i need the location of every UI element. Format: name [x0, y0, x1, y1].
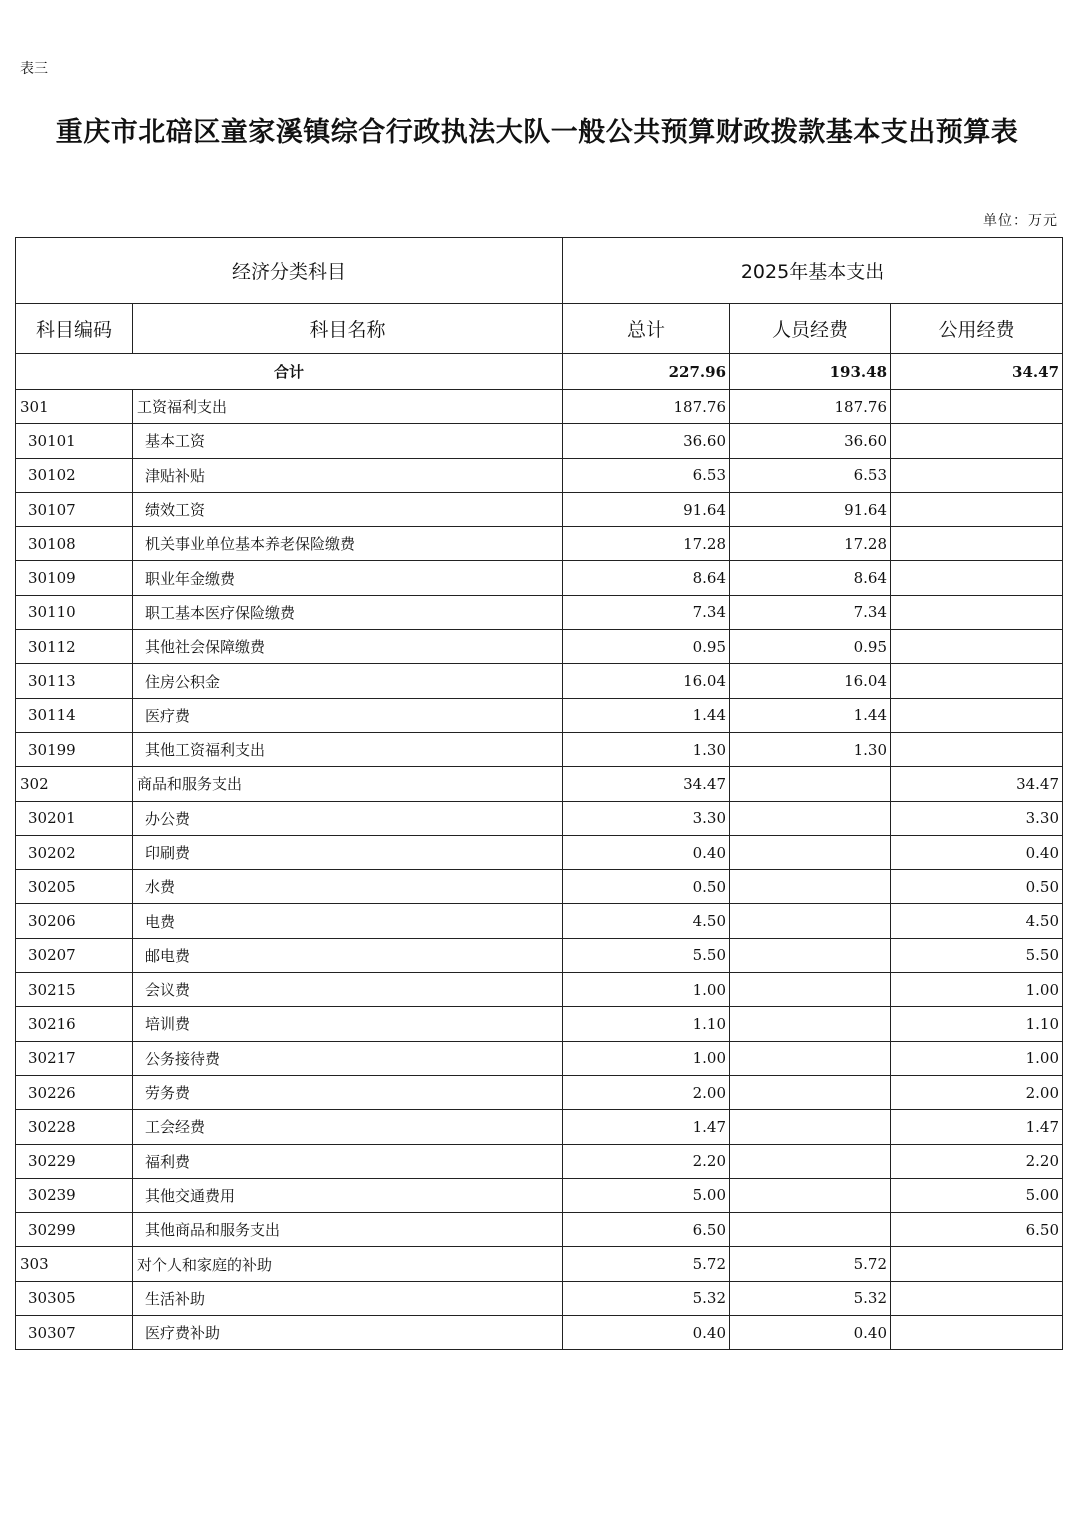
header-row-columns [16, 304, 1063, 354]
row-name: 印刷费 [133, 835, 563, 869]
row-code: 30226 [16, 1075, 133, 1109]
row-name: 其他社会保障缴费 [133, 630, 563, 664]
row-personnel: 0.40 [730, 1316, 891, 1350]
row-personnel [730, 973, 891, 1007]
row-name: 工资福利支出 [133, 390, 563, 424]
row-total: 16.04 [563, 664, 730, 698]
row-personnel [730, 1110, 891, 1144]
table-row [16, 1281, 1063, 1315]
row-total: 5.32 [563, 1281, 730, 1315]
row-public [891, 458, 1063, 492]
table-row [16, 1178, 1063, 1212]
row-personnel: 1.30 [730, 732, 891, 766]
row-code: 30107 [16, 492, 133, 526]
row-public [891, 664, 1063, 698]
row-personnel [730, 835, 891, 869]
row-public: 3.30 [891, 801, 1063, 835]
row-name: 邮电费 [133, 938, 563, 972]
row-name: 医疗费 [133, 698, 563, 732]
row-code: 30201 [16, 801, 133, 835]
row-public [891, 1247, 1063, 1281]
row-total: 187.76 [563, 390, 730, 424]
row-public: 5.50 [891, 938, 1063, 972]
row-total: 1.00 [563, 1041, 730, 1075]
row-code: 30299 [16, 1213, 133, 1247]
col-header-personnel: 人员经费 [730, 304, 891, 354]
table-row [16, 938, 1063, 972]
row-total: 1.00 [563, 973, 730, 1007]
table-label: 表三 [20, 61, 48, 77]
row-code: 302 [16, 767, 133, 801]
row-code: 30215 [16, 973, 133, 1007]
row-personnel [730, 1075, 891, 1109]
table-row [16, 1041, 1063, 1075]
table-row [16, 767, 1063, 801]
row-code: 30202 [16, 835, 133, 869]
row-total: 0.50 [563, 870, 730, 904]
col-header-total: 总计 [563, 304, 730, 354]
row-public [891, 1281, 1063, 1315]
row-code: 30239 [16, 1178, 133, 1212]
row-name: 对个人和家庭的补助 [133, 1247, 563, 1281]
row-total: 0.95 [563, 630, 730, 664]
row-code: 30199 [16, 732, 133, 766]
row-total: 2.00 [563, 1075, 730, 1109]
row-code: 303 [16, 1247, 133, 1281]
row-name: 其他商品和服务支出 [133, 1213, 563, 1247]
total-row [16, 354, 1063, 390]
table-row [16, 698, 1063, 732]
row-total: 2.20 [563, 1144, 730, 1178]
row-personnel [730, 801, 891, 835]
row-personnel: 7.34 [730, 595, 891, 629]
row-total: 8.64 [563, 561, 730, 595]
row-public: 4.50 [891, 904, 1063, 938]
table-row [16, 732, 1063, 766]
row-name: 职业年金缴费 [133, 561, 563, 595]
row-name: 绩效工资 [133, 492, 563, 526]
row-personnel [730, 904, 891, 938]
row-total: 17.28 [563, 527, 730, 561]
row-personnel: 17.28 [730, 527, 891, 561]
row-public: 2.20 [891, 1144, 1063, 1178]
row-public: 1.00 [891, 1041, 1063, 1075]
row-code: 30109 [16, 561, 133, 595]
table-row [16, 973, 1063, 1007]
row-name: 其他交通费用 [133, 1178, 563, 1212]
row-name: 住房公积金 [133, 664, 563, 698]
row-code: 30216 [16, 1007, 133, 1041]
table-row [16, 527, 1063, 561]
row-public [891, 561, 1063, 595]
row-total: 0.40 [563, 835, 730, 869]
row-public: 0.40 [891, 835, 1063, 869]
row-name: 劳务费 [133, 1075, 563, 1109]
row-total: 5.72 [563, 1247, 730, 1281]
row-name: 公务接待费 [133, 1041, 563, 1075]
row-personnel [730, 1144, 891, 1178]
total-label: 合计 [16, 354, 563, 390]
row-public [891, 630, 1063, 664]
row-total: 36.60 [563, 424, 730, 458]
row-name: 生活补助 [133, 1281, 563, 1315]
col-header-name: 科目名称 [133, 304, 563, 354]
row-personnel: 8.64 [730, 561, 891, 595]
row-public: 2.00 [891, 1075, 1063, 1109]
row-public: 6.50 [891, 1213, 1063, 1247]
row-personnel [730, 1213, 891, 1247]
row-personnel [730, 767, 891, 801]
table-row [16, 870, 1063, 904]
row-personnel: 5.72 [730, 1247, 891, 1281]
table-row [16, 1075, 1063, 1109]
row-public [891, 492, 1063, 526]
row-name: 职工基本医疗保险缴费 [133, 595, 563, 629]
row-public [891, 1316, 1063, 1350]
table-row [16, 458, 1063, 492]
row-code: 30207 [16, 938, 133, 972]
total-personnel: 193.48 [730, 354, 891, 390]
total-amount: 227.96 [563, 354, 730, 390]
document-title: 重庆市北碚区童家溪镇综合行政执法大队一般公共预算财政拨款基本支出预算表 [55, 117, 1019, 148]
table-row [16, 1110, 1063, 1144]
row-public [891, 390, 1063, 424]
row-total: 4.50 [563, 904, 730, 938]
table-row [16, 561, 1063, 595]
row-personnel: 91.64 [730, 492, 891, 526]
row-code: 30206 [16, 904, 133, 938]
table-row [16, 904, 1063, 938]
row-code: 30307 [16, 1316, 133, 1350]
row-name: 培训费 [133, 1007, 563, 1041]
row-public [891, 732, 1063, 766]
row-total: 1.10 [563, 1007, 730, 1041]
table-row [16, 595, 1063, 629]
row-name: 福利费 [133, 1144, 563, 1178]
row-personnel: 0.95 [730, 630, 891, 664]
row-code: 30205 [16, 870, 133, 904]
row-public: 5.00 [891, 1178, 1063, 1212]
row-personnel: 187.76 [730, 390, 891, 424]
row-name: 水费 [133, 870, 563, 904]
table-row [16, 1316, 1063, 1350]
row-name: 工会经费 [133, 1110, 563, 1144]
table-row [16, 835, 1063, 869]
row-personnel: 5.32 [730, 1281, 891, 1315]
row-personnel [730, 1007, 891, 1041]
col-group-basic-expenditure: 2025年基本支出 [563, 238, 1063, 304]
row-name: 基本工资 [133, 424, 563, 458]
row-public: 1.00 [891, 973, 1063, 1007]
row-total: 34.47 [563, 767, 730, 801]
row-personnel: 36.60 [730, 424, 891, 458]
row-code: 30228 [16, 1110, 133, 1144]
row-code: 30305 [16, 1281, 133, 1315]
row-public [891, 424, 1063, 458]
row-name: 电费 [133, 904, 563, 938]
row-total: 3.30 [563, 801, 730, 835]
row-total: 5.50 [563, 938, 730, 972]
row-total: 1.30 [563, 732, 730, 766]
row-public [891, 698, 1063, 732]
row-total: 6.50 [563, 1213, 730, 1247]
row-personnel [730, 1041, 891, 1075]
row-total: 1.47 [563, 1110, 730, 1144]
table-row [16, 1007, 1063, 1041]
row-code: 30113 [16, 664, 133, 698]
row-public [891, 527, 1063, 561]
col-header-code: 科目编码 [16, 304, 133, 354]
col-header-public: 公用经费 [891, 304, 1063, 354]
total-public: 34.47 [891, 354, 1063, 390]
row-code: 30114 [16, 698, 133, 732]
table-row [16, 1144, 1063, 1178]
row-code: 301 [16, 390, 133, 424]
row-code: 30108 [16, 527, 133, 561]
budget-table [15, 237, 1063, 1350]
row-total: 0.40 [563, 1316, 730, 1350]
row-personnel [730, 938, 891, 972]
row-code: 30217 [16, 1041, 133, 1075]
row-public: 34.47 [891, 767, 1063, 801]
row-code: 30110 [16, 595, 133, 629]
table-row [16, 492, 1063, 526]
row-code: 30101 [16, 424, 133, 458]
table-row [16, 1213, 1063, 1247]
row-personnel: 6.53 [730, 458, 891, 492]
row-personnel: 1.44 [730, 698, 891, 732]
row-name: 办公费 [133, 801, 563, 835]
table-row [16, 424, 1063, 458]
row-total: 5.00 [563, 1178, 730, 1212]
unit-label: 单位：万元 [983, 213, 1058, 229]
row-name: 机关事业单位基本养老保险缴费 [133, 527, 563, 561]
row-total: 1.44 [563, 698, 730, 732]
row-name: 其他工资福利支出 [133, 732, 563, 766]
row-personnel: 16.04 [730, 664, 891, 698]
table-row [16, 630, 1063, 664]
table-row [16, 664, 1063, 698]
table-row [16, 1247, 1063, 1281]
row-total: 6.53 [563, 458, 730, 492]
row-public: 1.47 [891, 1110, 1063, 1144]
row-total: 91.64 [563, 492, 730, 526]
header-row-group [16, 238, 1063, 304]
row-name: 商品和服务支出 [133, 767, 563, 801]
row-public [891, 595, 1063, 629]
col-group-economic-class: 经济分类科目 [16, 238, 563, 304]
table-row [16, 390, 1063, 424]
row-total: 7.34 [563, 595, 730, 629]
row-name: 津贴补贴 [133, 458, 563, 492]
row-code: 30229 [16, 1144, 133, 1178]
row-public: 0.50 [891, 870, 1063, 904]
row-personnel [730, 870, 891, 904]
row-code: 30112 [16, 630, 133, 664]
row-name: 医疗费补助 [133, 1316, 563, 1350]
row-name: 会议费 [133, 973, 563, 1007]
row-code: 30102 [16, 458, 133, 492]
row-personnel [730, 1178, 891, 1212]
table-row [16, 801, 1063, 835]
row-public: 1.10 [891, 1007, 1063, 1041]
